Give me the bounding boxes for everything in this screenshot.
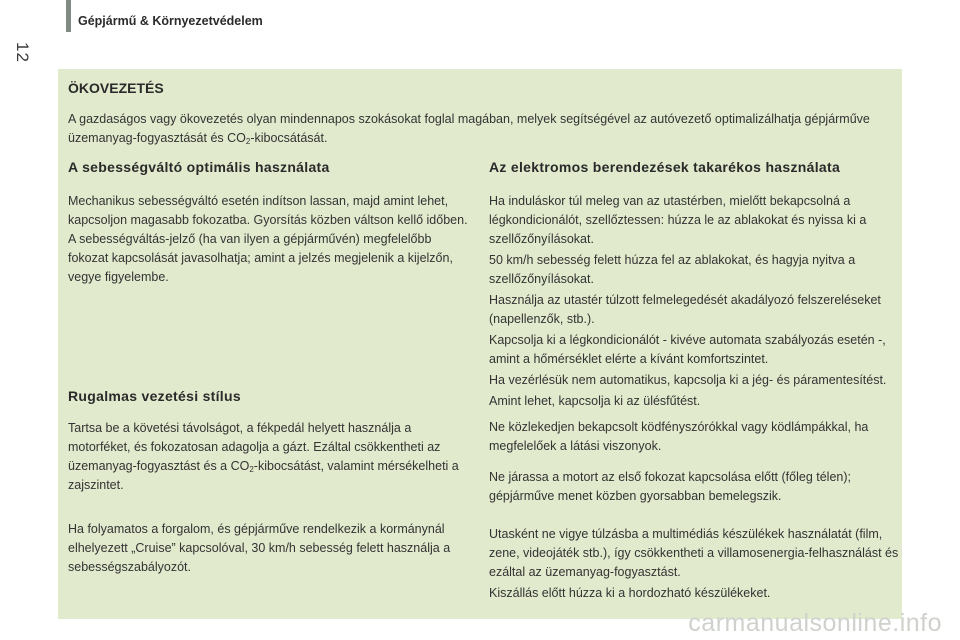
electrical-section: [489, 158, 899, 603]
electrical-paragraph-7: Ne közlekedjen bekapcsolt ködfényszórókkal vagy ködlámpákkal, ha megfelelőek a látási viszonyok.: [489, 420, 869, 453]
header-accent-bar: [66, 0, 71, 32]
electrical-paragraph-8: Ne járassa a motort az első fokozat kapcsolása előtt (főleg télen); gépjárműve menet közben gyorsabban bemelegszik.: [489, 470, 851, 503]
flex-driving-heading: Rugalmas vezetési stílus: [68, 388, 241, 404]
electrical-paragraph-4: Kapcsolja ki a légkondicionálót - kivéve automata szabályozás esetén -, amint a hőmérséklet elérte a kívánt komfortszintet.: [489, 333, 886, 366]
intro-paragraph: A gazdaságos vagy ökovezetés olyan mindennapos szokásokat foglal magában, melyek segítségével az autóvezető optimalizálhatja gépjárműve üzemanyag-fogyasztását és $CO_2$-kibocsátását.: [68, 112, 870, 146]
electrical-paragraph-6: Amint lehet, kapcsolja ki az ülésfűtést.: [489, 394, 701, 408]
cruise-paragraph: Ha folyamatos a forgalom, és gépjárműve rendelkezik a kormánynál elhelyezett „Cruise” kapcsolóval, 30 km/h sebesség felett használja a sebességszabályozót.: [68, 522, 451, 574]
electrical-paragraph-10: Kiszállás előtt húzza ki a hordozható készülékeket.: [489, 586, 771, 600]
cruise-section: [68, 520, 468, 577]
watermark: carmanualsonline.info: [688, 609, 942, 637]
electrical-heading: Az elektromos berendezések takarékos használata: [489, 159, 841, 175]
electrical-paragraph-3: Használja az utastér túlzott felmelegedését akadályozó felszereléseket (napellenzők, stb.).: [489, 293, 881, 326]
chapter-title: Gépjármű & Környezetvédelem: [78, 14, 263, 28]
gearbox-paragraph: Mechanikus sebességváltó esetén indítson lassan, majd amint lehet, kapcsoljon magasabb fokozatba. Gyorsítás közben váltson kellő időben. A sebességváltás-jelző (ha van ilyen a gépjárművén) megfelelőbb fokozat kapcsolását javasolhatja; amint a jelzés megjelenik a kijelzőn, vegye figyelembe.: [68, 194, 468, 284]
page-number: 12: [13, 42, 32, 63]
electrical-paragraph-5: Ha vezérlésük nem automatikus, kapcsolja ki a jég- és páramentesítést.: [489, 373, 887, 387]
gearbox-section: [68, 158, 468, 287]
electrical-paragraph-2: 50 km/h sebesség felett húzza fel az ablakokat, és hagyja nyitva a szellőzőnyílásokat.: [489, 253, 856, 286]
electrical-paragraph-1: Ha induláskor túl meleg van az utastérben, mielőtt bekapcsolná a légkondicionálót, szellőztessen: húzza le az ablakokat és nyissa ki a szellőzőnyílásokat.: [489, 194, 867, 246]
gearbox-heading: A sebességváltó optimális használata: [68, 159, 330, 175]
section-title: ÖKOVEZETÉS: [68, 80, 164, 96]
flex-driving-paragraph: Tartsa be a követési távolságot, a fékpedál helyett használja a motorféket, és fokozatosan adagolja a gázt. Ezáltal csökkentheti az üzemanyag-fogyasztást és a $CO_2$-kibocsátást, valamint mérsékelheti a zajszintet.: [68, 421, 459, 492]
electrical-paragraph-9: Utasként ne vigye túlzásba a multimédiás készülékek használatát (film, zene, videojáték stb.), így csökkentheti a villamosenergia-felhasználást és ezáltal az üzemanyag-fogyasztást.: [489, 527, 899, 579]
flex-driving-section: [68, 387, 468, 495]
